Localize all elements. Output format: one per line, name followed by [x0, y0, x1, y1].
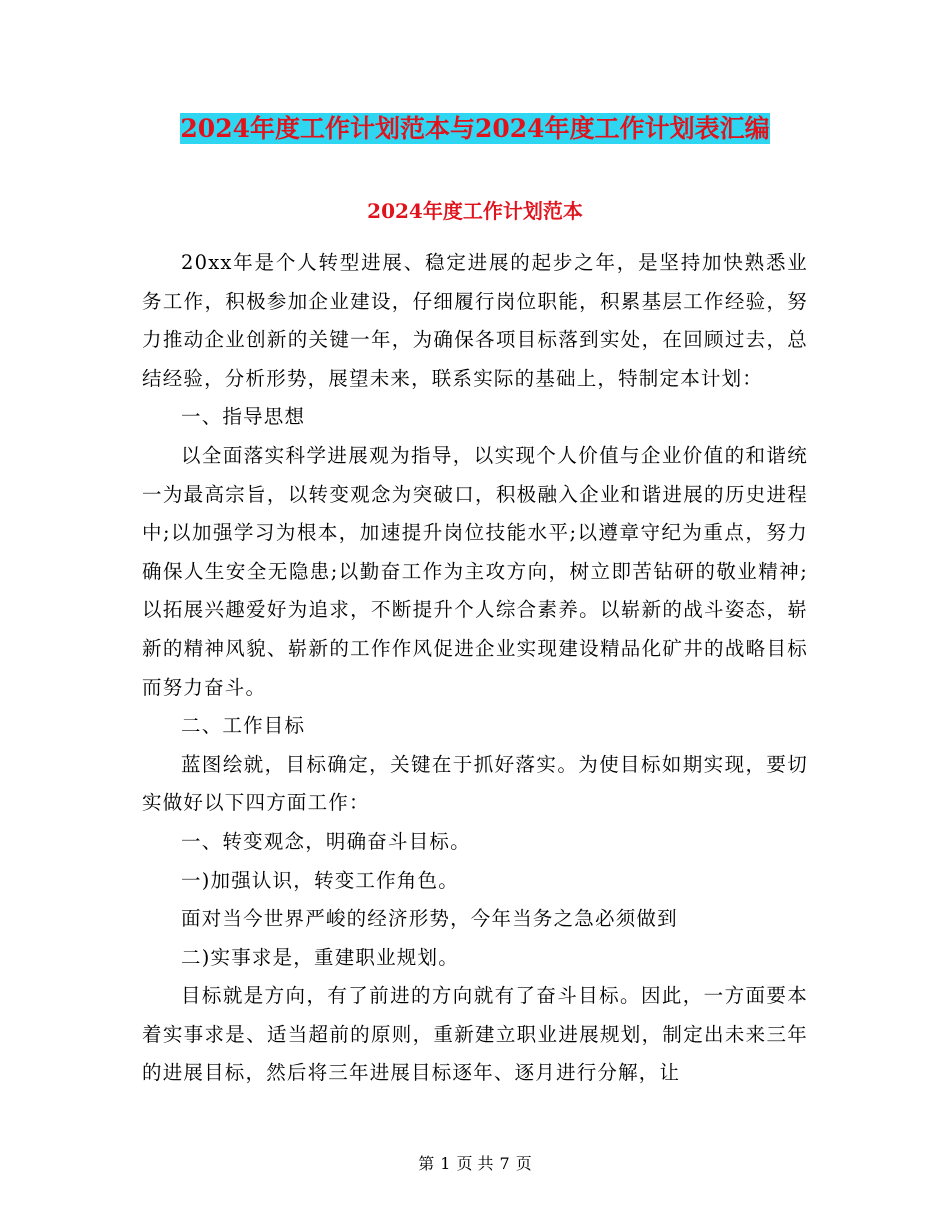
footer-middle: 页 共 — [456, 1154, 494, 1173]
heading-work-goals: 二、工作目标 — [181, 714, 306, 738]
paragraph-intro: 20xx年是个人转型进展、稳定进展的起步之年，是坚持加快熟悉业务工作，积极参加企业建设，仔细履行岗位职能，积累基层工作经验，努力推动企业创新的关键一年，为确保各项目标落到实处，在回顾过去，总结经验，分析形势，展望未来，联系实际的基础上，特制定本计划： — [142, 251, 808, 390]
heading-change-concept: 一、转变观念，明确奋斗目标。 — [181, 829, 471, 853]
footer-total-pages: 7 — [499, 1154, 510, 1173]
footer-page-number: 1 — [440, 1154, 451, 1173]
paragraph-work-goals: 蓝图绘就，目标确定，关键在于抓好落实。为使目标如期实现，要切实做好以下四方面工作： — [142, 752, 808, 815]
paragraph-career-planning: 目标就是方向，有了前进的方向就有了奋斗目标。因此，一方面要本着实事求是、适当超前的原则，重新建立职业进展规划，制定出未来三年的进展目标，然后将三年进展目标逐年、逐月进行分解，让 — [142, 984, 808, 1085]
footer-prefix: 第 — [418, 1154, 435, 1173]
document-body — [142, 244, 808, 1093]
heading-guiding-thought: 一、指导思想 — [181, 405, 306, 429]
footer-suffix: 页 — [515, 1154, 532, 1173]
document-title-text: 2024年度工作计划范本与2024年度工作计划表汇编 — [180, 114, 770, 143]
subheading-career-planning: 二)实事求是，重建职业规划。 — [181, 945, 459, 969]
document-title — [0, 110, 950, 148]
paragraph-guiding-thought: 以全面落实科学进展观为指导，以实现个人价值与企业价值的和谐统一为最高宗旨，以转变观念为突破口，积极融入企业和谐进展的历史进程中;以加强学习为根本，加速提升岗位技能水平;以遵章守纪为重点，努力确保人生安全无隐患;以勤奋工作为主攻方向，树立即苦钻研的敬业精神;以拓展兴趣爱好为追求，不断提升个人综合素养。以崭新的战斗姿态，崭新的精神风貌、崭新的工作作风促进企业实现建设精品化矿井的战略目标而努力奋斗。 — [142, 443, 808, 699]
page-footer — [0, 1152, 950, 1176]
section-title: 2024年度工作计划范本 — [367, 199, 583, 223]
subheading-strengthen-awareness: 一)加强认识，转变工作角色。 — [181, 868, 459, 892]
paragraph-economic-situation: 面对当今世界严峻的经济形势，今年当务之急必须做到 — [181, 907, 678, 931]
